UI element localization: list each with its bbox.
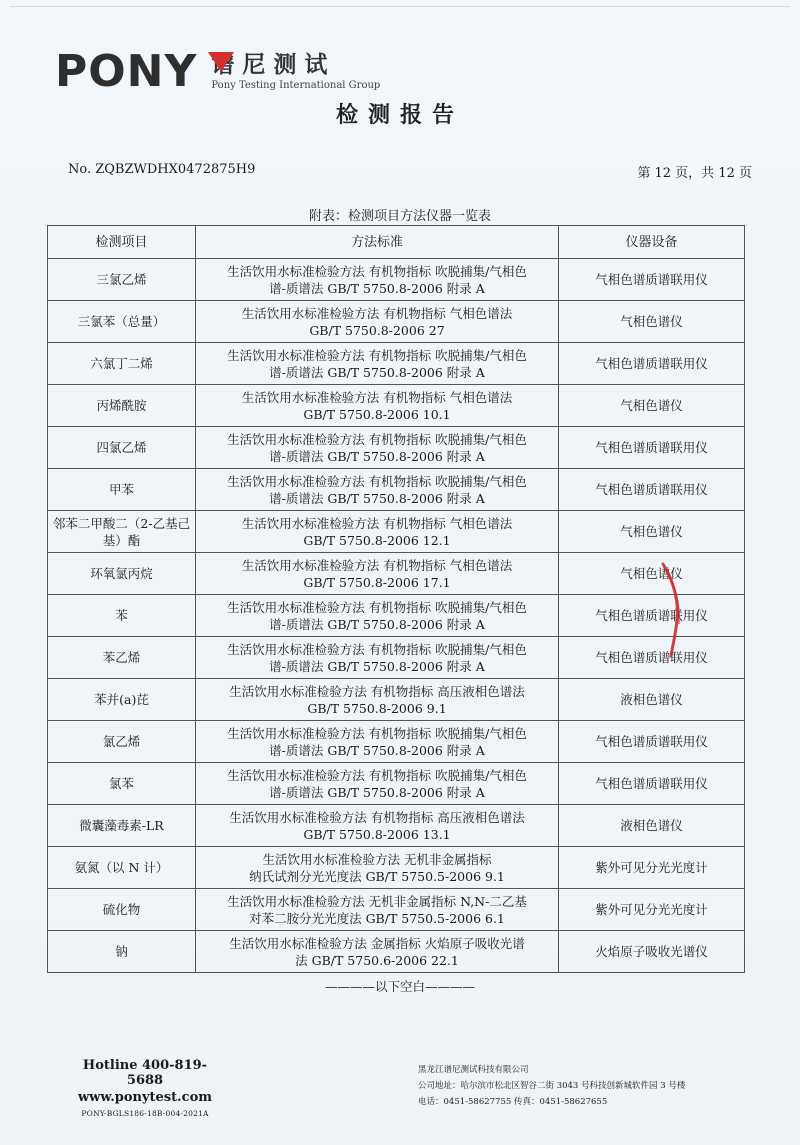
cell-method — [196, 679, 559, 721]
cell-item: 苯并(a)芘 — [48, 679, 196, 721]
table-row — [48, 427, 745, 469]
cell-method-line-1: 生活饮用水标准检验方法 有机物指标 高压液相色谱法 — [229, 809, 525, 825]
report-number: No. ZQBZWDHX0472875H9 — [68, 162, 256, 177]
cell-instrument: 液相色谱仪 — [559, 679, 745, 721]
cell-item: 甲苯 — [48, 469, 196, 511]
table-row — [48, 343, 745, 385]
table-row — [48, 511, 745, 553]
cell-instrument: 气相色谱质谱联用仪 — [559, 343, 745, 385]
table-row — [48, 847, 745, 889]
cell-method — [196, 805, 559, 847]
footer-address: 公司地址：哈尔滨市松北区智谷二街 3043 号科技创新城软件园 3 号楼 — [418, 1081, 686, 1091]
cell-instrument: 气相色谱质谱联用仪 — [559, 427, 745, 469]
cell-method — [196, 427, 559, 469]
cell-instrument: 气相色谱仪 — [559, 301, 745, 343]
cell-instrument: 气相色谱质谱联用仪 — [559, 469, 745, 511]
cell-method — [196, 847, 559, 889]
cell-item: 丙烯酰胺 — [48, 385, 196, 427]
cell-item: 氯乙烯 — [48, 721, 196, 763]
header-item: 检测项目 — [48, 226, 196, 259]
footer-hotline: Hotline 400-819-5688 — [82, 1058, 208, 1088]
cell-method — [196, 553, 559, 595]
cell-method-line-1: 生活饮用水标准检验方法 有机物指标 吹脱捕集/气相色 — [227, 473, 527, 489]
cell-item: 邻苯二甲酸二（2-乙基己基）酯 — [48, 511, 196, 553]
cell-method — [196, 931, 559, 973]
cell-method-line-1: 生活饮用水标准检验方法 有机物指标 吹脱捕集/气相色 — [227, 263, 527, 279]
logo-triangle-icon — [208, 52, 234, 72]
cell-method-line-2: 对苯二胺分光光度法 GB/T 5750.5-2006 6.1 — [249, 910, 505, 926]
cell-item: 苯 — [48, 595, 196, 637]
method-table — [47, 225, 745, 973]
table-row — [48, 553, 745, 595]
cell-method-line-2: GB/T 5750.8-2006 12.1 — [303, 532, 451, 548]
cell-method — [196, 721, 559, 763]
cell-method-line-2: 谱-质谱法 GB/T 5750.8-2006 附录 A — [269, 490, 485, 506]
cell-method-line-1: 生活饮用水标准检验方法 无机非金属指标 — [262, 851, 492, 867]
cell-instrument: 气相色谱仪 — [559, 553, 745, 595]
cell-method-line-2: GB/T 5750.8-2006 9.1 — [307, 700, 447, 716]
cell-method — [196, 469, 559, 511]
cell-method — [196, 637, 559, 679]
table-row — [48, 385, 745, 427]
cell-method-line-1: 生活饮用水标准检验方法 有机物指标 吹脱捕集/气相色 — [227, 641, 527, 657]
footer-doc-code: PONY-BGLS186-18B-004-2021A — [81, 1109, 209, 1118]
logo-text-block — [211, 52, 380, 91]
cell-instrument: 气相色谱质谱联用仪 — [559, 259, 745, 301]
table-body — [48, 259, 745, 973]
cell-method — [196, 763, 559, 805]
cell-item: 氨氮（以 N 计） — [48, 847, 196, 889]
cell-method-line-2: GB/T 5750.8-2006 10.1 — [303, 406, 451, 422]
cell-method-line-2: GB/T 5750.8-2006 27 — [309, 322, 445, 338]
cell-method-line-2: 谱-质谱法 GB/T 5750.8-2006 附录 A — [269, 364, 485, 380]
cell-method-line-1: 生活饮用水标准检验方法 无机非金属指标 N,N-二乙基 — [227, 893, 527, 909]
cell-method — [196, 385, 559, 427]
cell-method-line-1: 生活饮用水标准检验方法 有机物指标 高压液相色谱法 — [229, 683, 525, 699]
footer-company: 黑龙江谱尼测试科技有限公司 — [418, 1065, 529, 1075]
table-row — [48, 721, 745, 763]
cell-method — [196, 511, 559, 553]
cell-item: 钠 — [48, 931, 196, 973]
logo-company-cn: 谱尼测试 — [211, 52, 336, 78]
header-instrument: 仪器设备 — [559, 226, 745, 259]
cell-item: 六氯丁二烯 — [48, 343, 196, 385]
cell-method-line-1: 生活饮用水标准检验方法 有机物指标 吹脱捕集/气相色 — [227, 431, 527, 447]
cell-method-line-2: 谱-质谱法 GB/T 5750.8-2006 附录 A — [269, 448, 485, 464]
end-note: ————以下空白———— — [324, 979, 475, 994]
cell-instrument: 气相色谱质谱联用仪 — [559, 763, 745, 805]
table-row — [48, 763, 745, 805]
cell-method-line-2: 谱-质谱法 GB/T 5750.8-2006 附录 A — [269, 280, 485, 296]
cell-method-line-2: 谱-质谱法 GB/T 5750.8-2006 附录 A — [269, 658, 485, 674]
cell-instrument: 紫外可见分光光度计 — [559, 889, 745, 931]
logo-wordmark — [55, 46, 198, 97]
cell-item: 微囊藻毒素-LR — [48, 805, 196, 847]
cell-method — [196, 595, 559, 637]
page-top-edge — [10, 6, 790, 7]
cell-method-line-1: 生活饮用水标准检验方法 有机物指标 气相色谱法 — [241, 557, 513, 573]
cell-method-line-1: 生活饮用水标准检验方法 有机物指标 吹脱捕集/气相色 — [227, 725, 527, 741]
cell-method-line-2: 纳氏试剂分光光度法 GB/T 5750.5-2006 9.1 — [249, 868, 505, 884]
table-row — [48, 469, 745, 511]
report-title: 检测报告 — [335, 103, 464, 128]
table-row — [48, 259, 745, 301]
table-caption: 附表：检测项目方法仪器一览表 — [308, 209, 491, 224]
logo-company-en: Pony Testing International Group — [211, 80, 381, 91]
cell-instrument: 气相色谱质谱联用仪 — [559, 595, 745, 637]
cell-item: 环氧氯丙烷 — [48, 553, 196, 595]
table-row — [48, 679, 745, 721]
footer-website: www.ponytest.com — [77, 1090, 213, 1105]
cell-method-line-1: 生活饮用水标准检验方法 有机物指标 气相色谱法 — [241, 515, 513, 531]
cell-method-line-1: 生活饮用水标准检验方法 有机物指标 吹脱捕集/气相色 — [227, 599, 527, 615]
cell-instrument: 气相色谱质谱联用仪 — [559, 721, 745, 763]
cell-instrument: 紫外可见分光光度计 — [559, 847, 745, 889]
table-row — [48, 931, 745, 973]
company-logo — [55, 46, 381, 97]
cell-instrument: 液相色谱仪 — [559, 805, 745, 847]
logo-wordmark-left: PON — [55, 46, 165, 97]
footer-phone: 电话：0451-58627755 传真：0451-58627655 — [418, 1097, 608, 1107]
cell-method-line-1: 生活饮用水标准检验方法 有机物指标 气相色谱法 — [241, 305, 513, 321]
cell-item: 氯苯 — [48, 763, 196, 805]
cell-method — [196, 259, 559, 301]
footer-company-info — [418, 1062, 685, 1110]
ink-mark-icon — [655, 560, 695, 660]
header-method: 方法标准 — [196, 226, 559, 259]
cell-method-line-2: 谱-质谱法 GB/T 5750.8-2006 附录 A — [269, 784, 485, 800]
table-row — [48, 637, 745, 679]
cell-method-line-1: 生活饮用水标准检验方法 金属指标 火焰原子吸收光谱 — [229, 935, 525, 951]
cell-item: 苯乙烯 — [48, 637, 196, 679]
cell-method-line-2: GB/T 5750.8-2006 13.1 — [303, 826, 451, 842]
cell-instrument: 气相色谱仪 — [559, 385, 745, 427]
cell-method — [196, 301, 559, 343]
table-row — [48, 301, 745, 343]
cell-item: 三氯苯（总量） — [48, 301, 196, 343]
cell-method-line-2: GB/T 5750.8-2006 17.1 — [303, 574, 451, 590]
table-row — [48, 595, 745, 637]
page-info: 第 12 页，共 12 页 — [637, 166, 752, 181]
cell-method — [196, 343, 559, 385]
cell-method-line-1: 生活饮用水标准检验方法 有机物指标 吹脱捕集/气相色 — [227, 767, 527, 783]
cell-method-line-2: 法 GB/T 5750.6-2006 22.1 — [295, 952, 459, 968]
table-row — [48, 889, 745, 931]
cell-method-line-2: 谱-质谱法 GB/T 5750.8-2006 附录 A — [269, 616, 485, 632]
cell-method-line-1: 生活饮用水标准检验方法 有机物指标 吹脱捕集/气相色 — [227, 347, 527, 363]
cell-instrument: 气相色谱质谱联用仪 — [559, 637, 745, 679]
table-header-row — [48, 226, 745, 259]
cell-method — [196, 889, 559, 931]
cell-item: 四氯乙烯 — [48, 427, 196, 469]
cell-method-line-1: 生活饮用水标准检验方法 有机物指标 气相色谱法 — [241, 389, 513, 405]
cell-instrument: 气相色谱仪 — [559, 511, 745, 553]
cell-item: 三氯乙烯 — [48, 259, 196, 301]
footer-contact — [70, 1058, 220, 1118]
cell-method-line-2: 谱-质谱法 GB/T 5750.8-2006 附录 A — [269, 742, 485, 758]
cell-item: 硫化物 — [48, 889, 196, 931]
cell-instrument: 火焰原子吸收光谱仪 — [559, 931, 745, 973]
logo-wordmark-y: Y — [164, 46, 198, 97]
table-row — [48, 805, 745, 847]
